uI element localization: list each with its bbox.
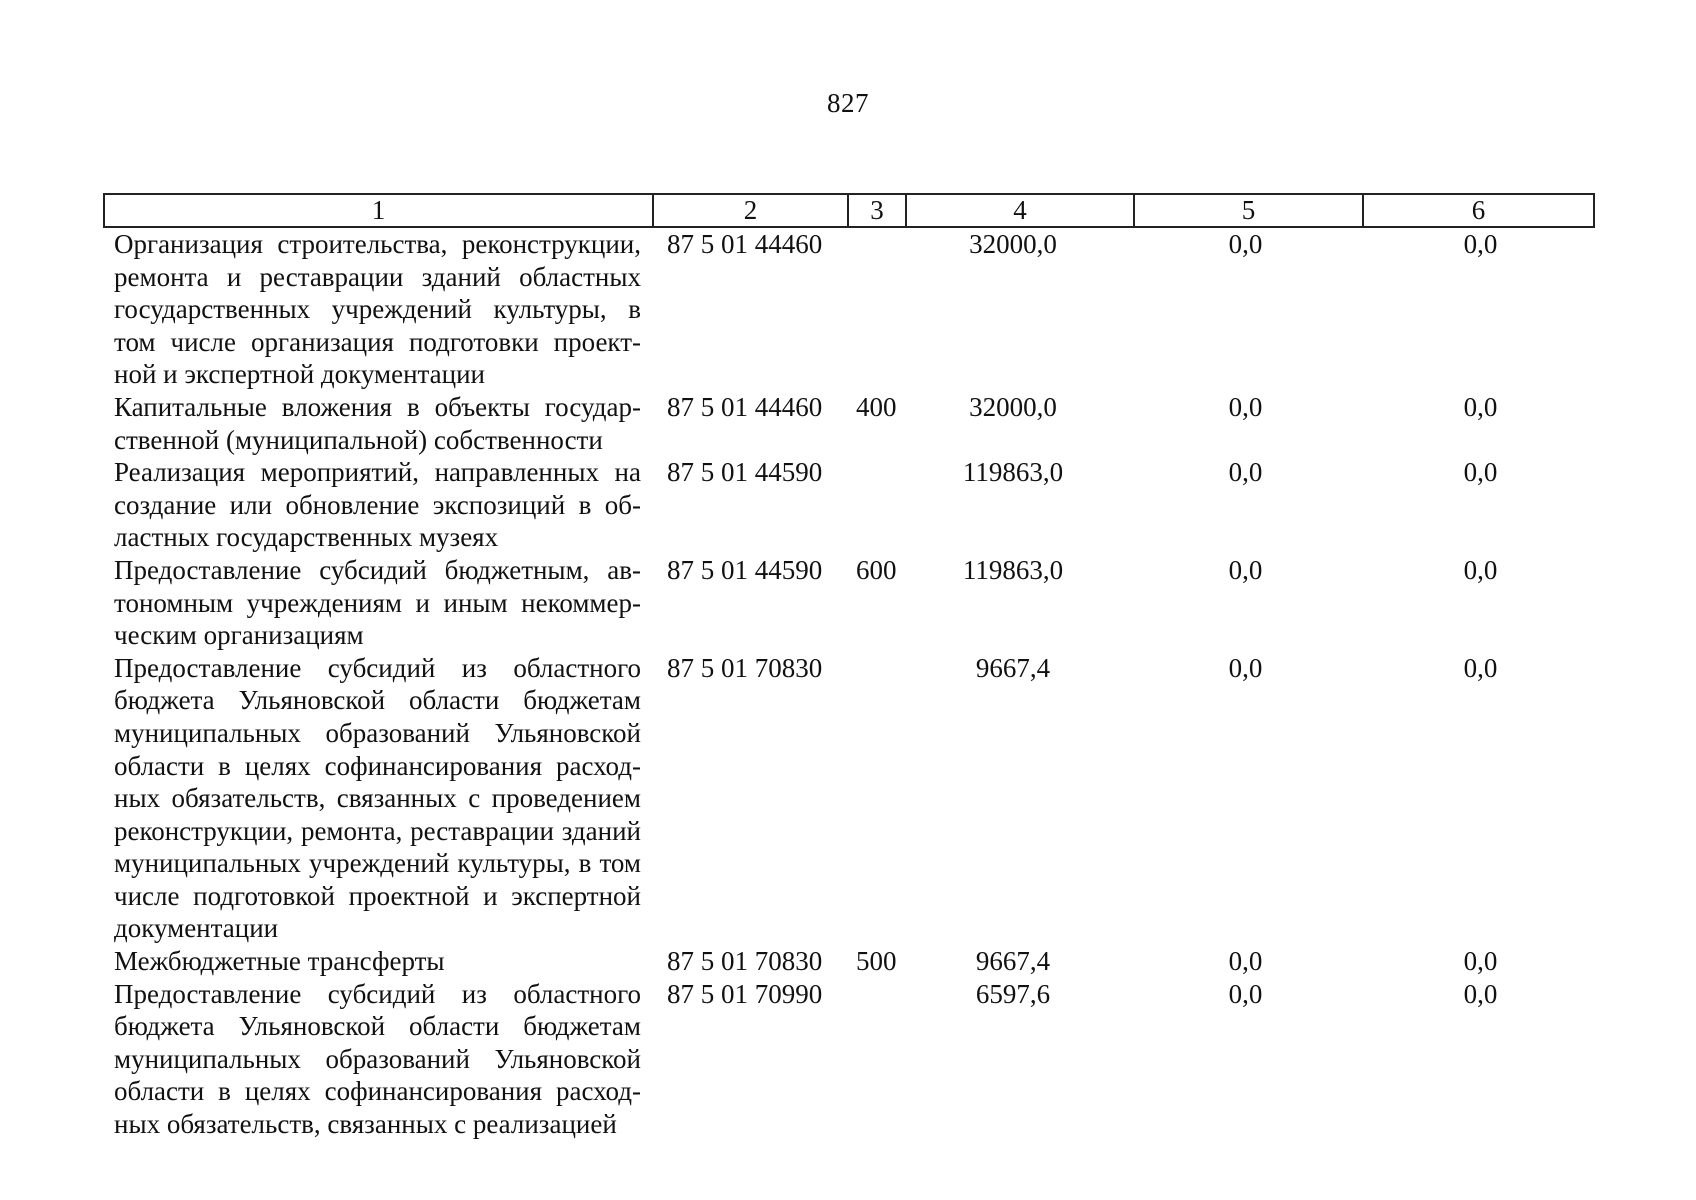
table-row [104, 978, 1594, 1141]
row-expense-type [848, 227, 906, 391]
column-header-3: 3 [848, 194, 906, 227]
row-value-col6: 0,0 [1463, 946, 1498, 977]
table-header-row [104, 194, 1594, 227]
column-header-4: 4 [906, 194, 1134, 227]
row-code: 87 5 01 44590 [667, 457, 823, 488]
column-header-6: 6 [1363, 194, 1594, 227]
row-expense-type: 400 [856, 391, 897, 422]
row-code: 87 5 01 70830 [667, 652, 823, 683]
row-description: Предоставление субсидий из областного бюджета Ульяновской области бюджетам муниципальных образований Ульяновской области в целях софинансирования расходных обязательств, связанных с проведением реконструкции, ремонта, реставрации зданий муниципальных учреждений культуры, в том числе подготовкой проектной и экспертной документации [114, 652, 641, 944]
row-value-col5: 0,0 [1228, 978, 1263, 1009]
row-value-col4: 119863,0 [962, 554, 1064, 585]
row-value-col6: 0,0 [1463, 229, 1498, 259]
page-number: 827 [827, 88, 869, 118]
row-value-col5: 0,0 [1228, 652, 1263, 683]
row-value-col5: 0,0 [1228, 229, 1263, 259]
row-value-col6: 0,0 [1463, 978, 1498, 1009]
table-row [104, 456, 1594, 554]
row-description: Организация строительства, реконструкции, ремонта и реставрации зданий областных государственных учреждений культуры, в том числе организация подготовки проектной и экспертной документации [114, 229, 641, 390]
column-header-1: 1 [104, 194, 653, 227]
row-value-col6: 0,0 [1463, 554, 1498, 585]
row-value-col4: 32000,0 [969, 229, 1057, 259]
row-code: 87 5 01 44590 [667, 554, 823, 585]
row-description: Реализация мероприятий, направленных на создание или обновление экспозиций в областных государственных музеях [114, 457, 641, 553]
row-value-col5: 0,0 [1228, 391, 1263, 422]
row-expense-type: 600 [856, 554, 897, 585]
row-expense-type [848, 978, 906, 1141]
table-row [104, 945, 1594, 978]
table-header [104, 194, 1594, 227]
table-row [104, 652, 1594, 945]
column-header-5: 5 [1134, 194, 1363, 227]
row-value-col4: 9667,4 [975, 652, 1051, 683]
row-description: Капитальные вложения в объекты государственной (муниципальной) собственности [114, 391, 641, 455]
row-description: Межбюджетные трансферты [114, 946, 445, 977]
budget-table [103, 193, 1595, 1141]
row-expense-type [848, 456, 906, 554]
row-code: 87 5 01 44460 [667, 391, 823, 422]
row-value-col5: 0,0 [1228, 457, 1263, 488]
row-value-col6: 0,0 [1463, 391, 1498, 422]
table-row [104, 391, 1594, 456]
row-code: 87 5 01 70990 [667, 978, 823, 1009]
row-value-col5: 0,0 [1228, 946, 1263, 977]
table-row [104, 554, 1594, 652]
row-value-col6: 0,0 [1463, 652, 1498, 683]
column-header-2: 2 [653, 194, 848, 227]
table-row [104, 227, 1594, 391]
row-value-col5: 0,0 [1228, 554, 1263, 585]
row-value-col4: 9667,4 [975, 946, 1051, 977]
row-value-col4: 6597,6 [975, 978, 1051, 1009]
row-value-col6: 0,0 [1463, 457, 1498, 488]
row-code: 87 5 01 44460 [667, 229, 823, 259]
row-expense-type: 500 [856, 946, 897, 977]
row-description: Предоставление субсидий из областного бюджета Ульяновской области бюджетам муниципальных образований Ульяновской области в целях софинансирования расходных обязательств, связанных с реализацией [114, 978, 641, 1140]
row-description: Предоставление субсидий бюджетным, автономным учреждениям и иным некоммерческим организациям [114, 554, 641, 651]
row-code: 87 5 01 70830 [667, 946, 823, 977]
row-expense-type [848, 652, 906, 945]
table-body [104, 227, 1594, 1141]
row-value-col4: 119863,0 [962, 457, 1064, 488]
row-value-col4: 32000,0 [969, 391, 1057, 422]
